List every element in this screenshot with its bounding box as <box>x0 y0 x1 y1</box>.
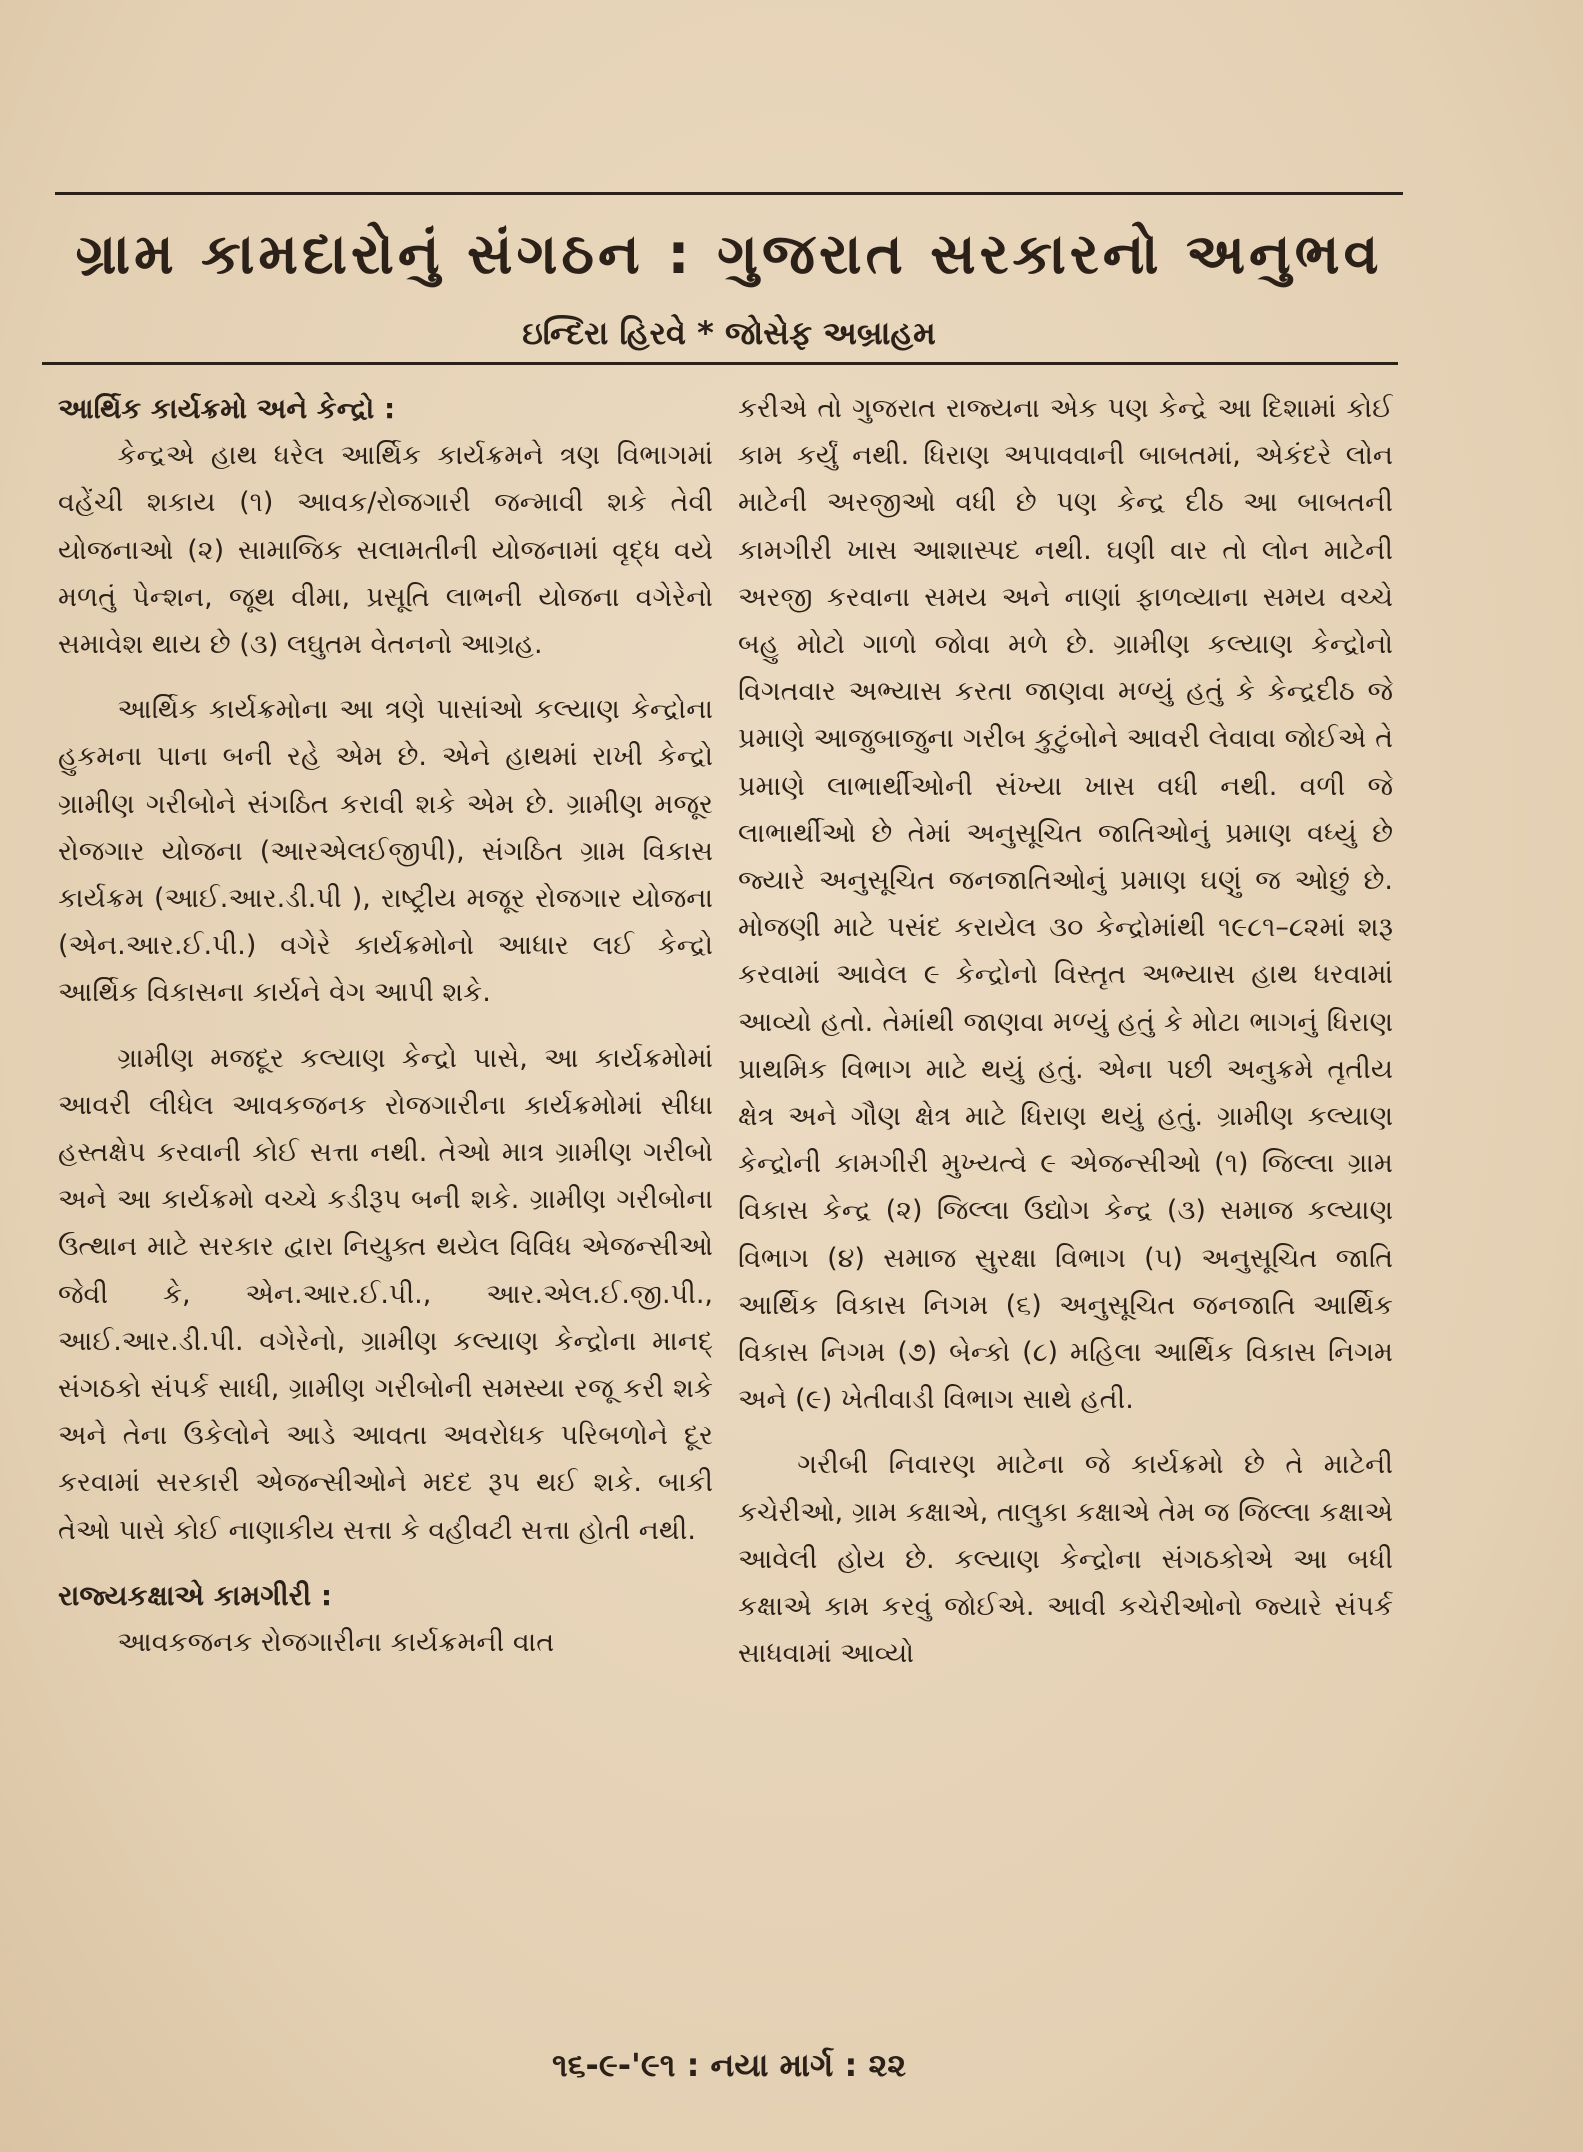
left-paragraph-1: કેન્દ્રએ હાથ ધરેલ આર્થિક કાર્યક્રમને ત્રણ વિભાગમાં વહેંચી શકાય (૧) આવક/રોજગારી જન્માવી શકે તેવી યોજનાઓ (૨) સામાજિક સલામતીની યોજનામાં વૃદ્ધ વયે મળતું પેન્શન, જૂથ વીમા, પ્રસૂતિ લાભની યોજના વગેરેનો સમાવેશ થાય છે (૩) લઘુતમ વેતનનો આગ્રહ. <box>58 440 713 661</box>
left-paragraph-3: ગ્રામીણ મજદૂર કલ્યાણ કેન્દ્રો પાસે, આ કાર્યક્રમોમાં આવરી લીધેલ આવકજનક રોજગારીના કાર્યક્રમોમાં સીધા હસ્તક્ષેપ કરવાની કોઈ સત્તા નથી. તેઓ માત્ર ગ્રામીણ ગરીબો અને આ કાર્યક્રમો વચ્ચે કડીરૂપ બની શકે. ગ્રામીણ ગરીબોના ઉત્થાન માટે સરકાર દ્વારા નિયુક્ત થયેલ વિવિધ એજન્સીઓ જેવી કે, એન.આર.ઈ.પી., આર.એલ.ઈ.જી.પી., આઈ.આર.ડી.પી. વગેરેનો, ગ્રામીણ કલ્યાણ કેન્દ્રોના માનદ્ સંગઠકો સંપર્ક સાધી, ગ્રામીણ ગરીબોની સમસ્યા રજૂ કરી શકે અને તેના ઉકેલોને આડે આવતા અવરોધક પરિબળોને દૂર કરવામાં સરકારી એજન્સીઓને મદદ રૂપ થઈ શકે. બાકી તેઓ પાસે કોઈ નાણાકીય સત્તા કે વહીવટી સત્તા હોતી નથી. <box>58 1042 713 1546</box>
left-column <box>58 385 713 2030</box>
left-paragraph-4: આવકજનક રોજગારીના કાર્યક્રમની વાત <box>117 1627 555 1659</box>
article-title: ગ્રામ કામદારોનું સંગઠન : ગુજરાત સરકારનો અનુભવ <box>75 222 1383 287</box>
left-paragraph-2: આર્થિક કાર્યક્રમોના આ ત્રણે પાસાંઓ કલ્યાણ કેન્દ્રોના હુકમના પાના બની રહે એમ છે. એને હાથમાં રાખી કેન્દ્રો ગ્રામીણ ગરીબોને સંગઠિત કરાવી શકે એમ છે. ગ્રામીણ મજૂર રોજગાર યોજના (આરએલઈજીપી), સંગઠિત ગ્રામ વિકાસ કાર્યક્રમ (આઈ.આર.ડી.પી ), રાષ્ટ્રીય મજૂર રોજગાર યોજના (એન.આર.ઈ.પી.) વગેરે કાર્યક્રમોનો આધાર લઈ કેન્દ્રો આર્થિક વિકાસના કાર્યને વેગ આપી શકે. <box>58 694 713 1009</box>
section-heading-economic-programs: આર્થિક કાર્યક્રમો અને કેન્દ્રો : <box>58 392 396 425</box>
right-column <box>738 385 1393 2030</box>
right-paragraph-1: કરીએ તો ગુજરાત રાજ્યના એક પણ કેન્દ્રે આ દિશામાં કોઈ કામ કર્યું નથી. ધિરાણ અપાવવાની બાબતમાં, એકંદરે લોન માટેની અરજીઓ વધી છે પણ કેન્દ્ર દીઠ આ બાબતની કામગીરી ખાસ આશાસ્પદ નથી. ઘણી વાર તો લોન માટેની અરજી કરવાના સમય અને નાણાં ફાળવ્યાના સમય વચ્ચે બહુ મોટો ગાળો જોવા મળે છે. ગ્રામીણ કલ્યાણ કેન્દ્રોનો વિગતવાર અભ્યાસ કરતા જાણવા મળ્યું હતું કે કેન્દ્રદીઠ જે પ્રમાણે આજુબાજુના ગરીબ કુટુંબોને આવરી લેવાવા જોઈએ તે પ્રમાણે લાભાર્થીઓની સંખ્યા ખાસ વધી નથી. વળી જે લાભાર્થીઓ છે તેમાં અનુસૂચિત જાતિઓનું પ્રમાણ વધ્યું છે જ્યારે અનુસૂચિત જનજાતિઓનું પ્રમાણ ઘણું જ ઓછું છે. મોજણી માટે પસંદ કરાયેલ ૩૦ કેન્દ્રોમાંથી ૧૯૮૧–૮૨માં શરૂ કરવામાં આવેલ ૯ કેન્દ્રોનો વિસ્તૃત અભ્યાસ હાથ ધરવામાં આવ્યો હતો. તેમાંથી જાણવા મળ્યું હતું કે મોટા ભાગનું ધિરાણ પ્રાથમિક વિભાગ માટે થયું હતું. એના પછી અનુક્રમે તૃતીય ક્ષેત્ર અને ગૌણ ક્ષેત્ર માટે ધિરાણ થયું હતું. ગ્રામીણ કલ્યાણ કેન્દ્રોની કામગીરી મુખ્યત્વે ૯ એજન્સીઓ (૧) જિલ્લા ગ્રામ વિકાસ કેન્દ્ર (૨) જિલ્લા ઉદ્યોગ કેન્દ્ર (૩) સમાજ કલ્યાણ વિભાગ (૪) સમાજ સુરક્ષા વિભાગ (૫) અનુસૂચિત જાતિ આર્થિક વિકાસ નિગમ (૬) અનુસૂચિત જનજાતિ આર્થિક વિકાસ નિગમ (૭) બેન્કો (૮) મહિલા આર્થિક વિકાસ નિગમ અને (૯) ખેતીવાડી વિભાગ સાથે હતી. <box>738 393 1393 1416</box>
page-footer: ૧૬-૯-'૯૧ : નયા માર્ગ : ૨૨ <box>551 2046 907 2084</box>
title-bottom-rule <box>42 362 1398 365</box>
right-paragraph-2: ગરીબી નિવારણ માટેના જે કાર્યક્રમો છે તે માટેની કચેરીઓ, ગ્રામ કક્ષાએ, તાલુકા કક્ષાએ તેમ જ જિલ્લા કક્ષાએ આવેલી હોય છે. કલ્યાણ કેન્દ્રોના સંગઠકોએ આ બધી કક્ષાએ કામ કરવું જોઈએ. આવી કચેરીઓનો જ્યારે સંપર્ક સાધવામાં આવ્યો <box>738 1449 1393 1670</box>
section-heading-state-level-work: રાજ્યકક્ષાએ કામગીરી : <box>58 1578 333 1612</box>
title-top-rule <box>55 192 1403 195</box>
article-authors: ઇન્દિરા હિરવે * જોસેફ અબ્રાહમ <box>522 314 936 352</box>
